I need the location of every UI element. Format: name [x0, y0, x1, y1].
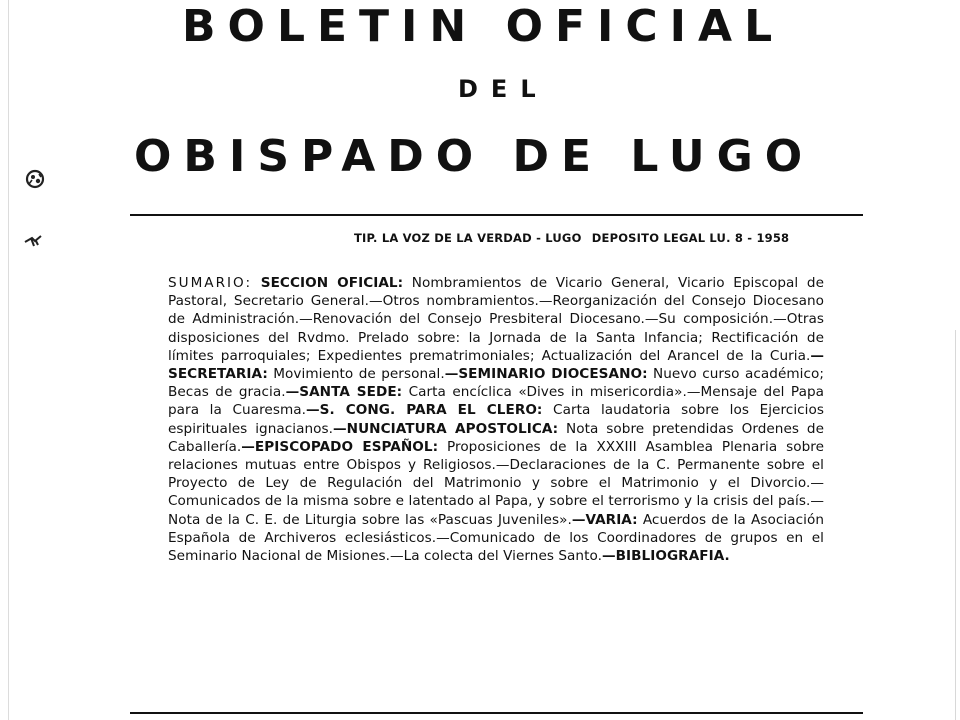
page-edge-left: [8, 0, 9, 720]
section-text: Carta laudatoria sobre los Ejercicios espirituales ignacianos.: [168, 402, 824, 437]
section-heading: —S. CONG. PARA EL CLERO:: [306, 402, 543, 419]
section-heading: —NUNCIATURA APOSTOLICA:: [333, 420, 559, 437]
masthead-diocese: OBISPADO DE LUGO: [134, 131, 815, 182]
section-heading: —VARIA:: [571, 511, 638, 528]
masthead-title: BOLETIN OFICIAL: [182, 1, 785, 52]
footer-rule: [130, 712, 863, 714]
section-heading: —SANTA SEDE:: [285, 384, 403, 401]
section-heading: SECCION OFICIAL:: [260, 275, 404, 291]
masthead-connector: DEL: [458, 75, 549, 103]
section-heading: —EPISCOPADO ESPAÑOL:: [241, 438, 439, 455]
section-text: Nombramientos de Vicario General, Vicario Episcopal de Pastoral, Secretario General.—Otros nombramientos.—Reorganización del Consejo Diocesano de Administración.—Renovación del Consejo Presbiteral Diocesano.—Su composición.—Otras disposiciones del Rvdmo. Prelado sobre: la Jornada de la Santa Infancia; Rectificación de límites parroquiales; Expedientes prematrimoniales; Actualización del Arancel de la Curia.: [168, 275, 824, 364]
printer-name: TIP. LA VOZ DE LA VERDAD - LUGO: [354, 231, 582, 245]
legal-deposit: DEPOSITO LEGAL LU. 8 - 1958: [591, 231, 790, 245]
margin-stamp-icon: [22, 166, 48, 192]
section-text: Proposiciones de la XXXIII Asamblea Plenaria sobre relaciones mutuas entre Obispos y Religiosos.—Declaraciones de la C. Permanente sobre el Proyecto de Ley de Regulación del Matrimonio y sobre el Matrimonio y el Divorcio.—Comunicados de la misma sobre e latentado al Papa, y sobre el terrorismo y la crisis del país.—Nota de la C. E. de Liturgia sobre las «Pascuas Juveniles».: [168, 438, 825, 528]
section-heading: —SECRETARIA:: [168, 347, 824, 383]
section-text: Nuevo curso académico; Becas de gracia.: [168, 366, 824, 401]
summary-block: [168, 274, 824, 565]
section-heading: —BIBLIOGRAFIA.: [601, 548, 730, 565]
margin-mark-icon: [22, 232, 46, 250]
section-text: Movimiento de personal.: [267, 366, 445, 383]
section-text: Nota sobre pretendidas Ordenes de Caballería.: [168, 420, 824, 455]
section-text: Acuerdos de la Asociación Española de Archiveros eclesiásticos.—Comunicado de los Coordinadores de grupos en el Seminario Nacional de Misiones.—La colecta del Viernes Santo.: [168, 511, 824, 565]
header-rule: [130, 214, 863, 216]
summary-lead: SUMARIO:: [168, 275, 253, 291]
imprint-line: [354, 231, 789, 245]
page-edge-right: [955, 330, 956, 720]
section-text: Carta encíclica «Dives in misericordia».—Mensaje del Papa para la Cuaresma.: [168, 384, 825, 419]
section-heading: —SEMINARIO DIOCESANO:: [444, 366, 648, 383]
